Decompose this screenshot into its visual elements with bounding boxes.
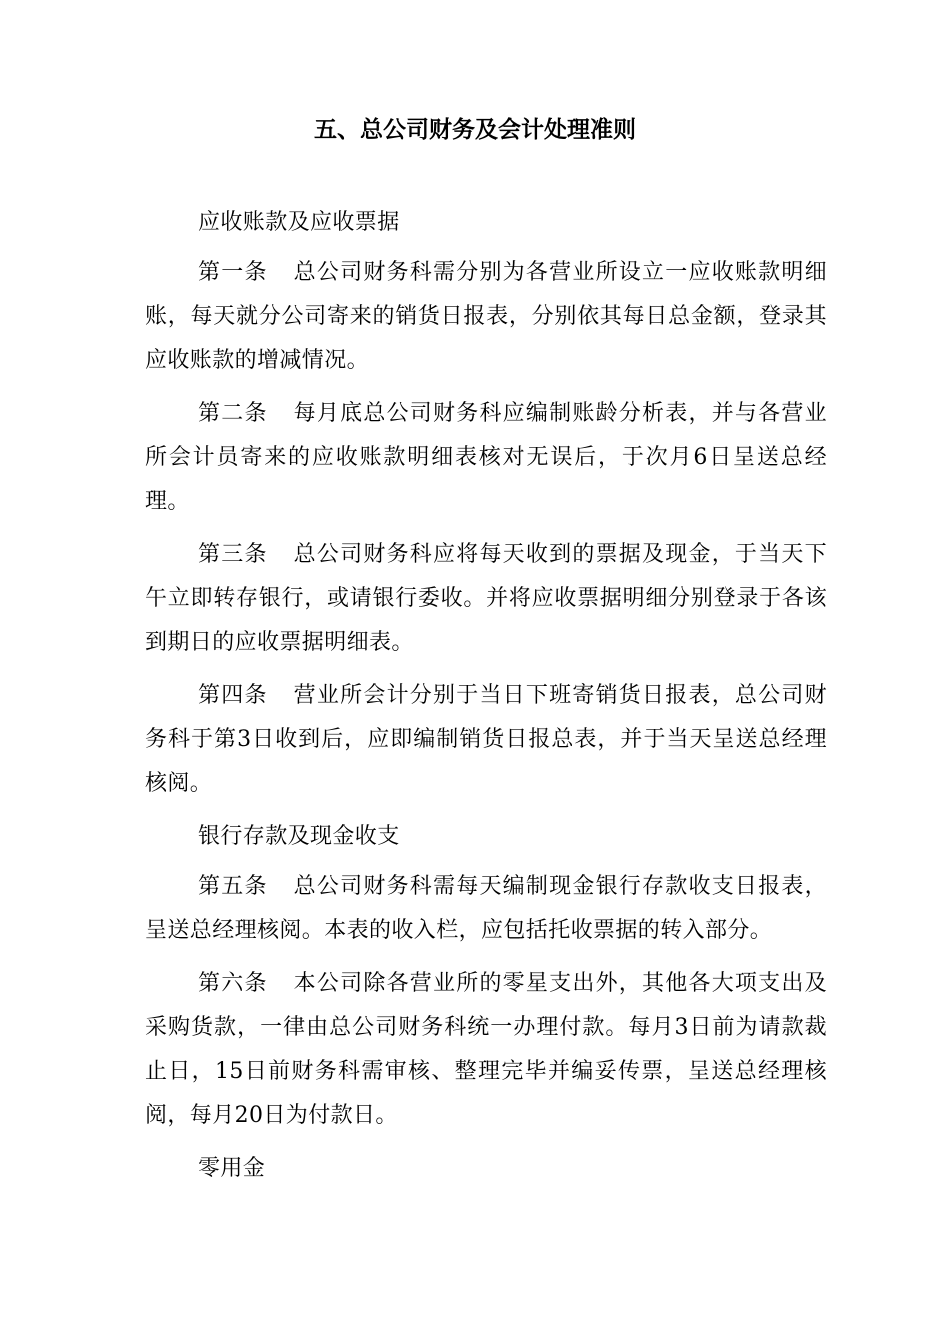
- article-4: [145, 674, 827, 806]
- article-5: [145, 865, 827, 953]
- article-number: 第一条: [198, 260, 268, 285]
- article-number: 第五条: [198, 874, 268, 899]
- article-text: 总公司财务科需分别为各营业所设立一应收账款明细账，每天就分公司寄来的销货日报表，分别依其每日总金额，登录其应收账款的增减情况。: [145, 260, 827, 373]
- section-heading-receivables: 应收账款及应收票据: [198, 210, 400, 235]
- article-text: 总公司财务科应将每天收到的票据及现金，于当天下午立即转存银行，或请银行委收。并将应收票据明细分别登录于各该到期日的应收票据明细表。: [145, 542, 827, 655]
- article-text: 总公司财务科需每天编制现金银行存款收支日报表，呈送总经理核阅。本表的收入栏，应包括托收票据的转入部分。: [145, 874, 827, 943]
- section-heading-bank-cash: 银行存款及现金收支: [198, 824, 400, 849]
- article-6: [145, 962, 827, 1138]
- article-number: 第四条: [198, 683, 268, 708]
- article-3: [145, 533, 827, 665]
- article-number: 第二条: [198, 401, 268, 426]
- article-number: 第六条: [198, 971, 268, 996]
- article-2: [145, 392, 827, 524]
- document-title: 五、总公司财务及会计处理准则: [314, 117, 636, 143]
- article-1: [145, 251, 827, 383]
- document-body: [145, 201, 827, 1197]
- article-text: 本公司除各营业所的零星支出外，其他各大项支出及采购货款，一律由总公司财务科统一办理付款。每月3日前为请款裁止日，15日前财务科需审核、整理完毕并编妥传票，呈送总经理核阅，每月20日为付款日。: [145, 971, 827, 1128]
- section-heading-petty-cash: 零用金: [198, 1156, 266, 1181]
- article-number: 第三条: [198, 542, 268, 567]
- article-text: 营业所会计分别于当日下班寄销货日报表，总公司财务科于第3日收到后，应即编制销货日报总表，并于当天呈送总经理核阅。: [145, 683, 827, 796]
- article-text: 每月底总公司财务科应编制账龄分析表，并与各营业所会计员寄来的应收账款明细表核对无误后，于次月6日呈送总经理。: [145, 401, 827, 514]
